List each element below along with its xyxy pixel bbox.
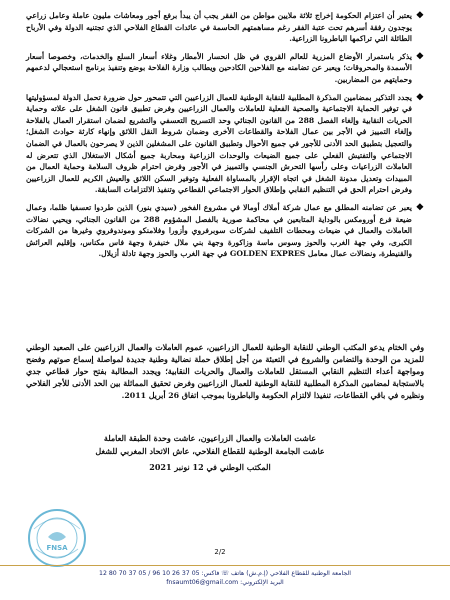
footer-email-line	[0, 578, 450, 587]
footer-contact-line: الجامعة الوطنية للقطاع الفلاحي (إ.م.ش) هاتف ☏ فاكس: 05 37 26 10 96 / 05 37 70 80 12	[99, 570, 351, 577]
stamp-seal-icon	[26, 507, 88, 569]
paragraph-text: يذكر باستمرار الأوضاع المزرية للعالم القروي في ظل انحسار الأمطار وغلاء أسعار السلع والخدمات، وخصوصا أسعار الأسمدة والمحروقات؛ ويعبر عن تضامنه مع الفلاحين الكادحين ويطالب وزارة الفلاحة بوضع وتنفيذ برنامج استعجالي لدعمهم وحمايتهم من المضاربين.	[26, 51, 412, 84]
bullet-paragraph-1	[26, 10, 424, 45]
bullet-paragraph-4	[26, 202, 424, 260]
union-stamp	[26, 507, 88, 569]
checkmark-bullet-icon: ❖	[415, 92, 424, 103]
checkmark-bullet-icon: ❖	[415, 51, 424, 62]
footer-email-label: البريد الإلكتروني:	[240, 579, 284, 586]
bullet-paragraph-3	[26, 92, 424, 196]
paragraph-text: يعتبر أن اعتزام الحكومة إخراج ثلاثة ملايين مواطن من الفقر يجب أن يبدأ برفع أجور ومعاشات مليون عاملة وعامل زراعي يوجدون رفقة أسرهم تحت عتبة الفقر رغم مساهمتهم الحاسمة في عائدات القطاع الفلاحي الذي تجتنيه الدولة وفي الأرباح الطائلة التي تراكمها الباطرونا الزراعية.	[26, 11, 412, 44]
footer-email-link[interactable]: fnsaumt06@gmail.com	[166, 579, 239, 586]
checkmark-bullet-icon: ❖	[415, 11, 424, 21]
slogan-line: عاشت العاملات والعمال الزراعيون، عاشت وحدة الطبقة العاملة	[103, 433, 317, 443]
bullet-list	[26, 10, 424, 266]
slogan-line: عاشت الجامعة الوطنية للقطاع الفلاحي، عاش الاتحاد المغربي للشغل	[95, 445, 325, 456]
letterhead-footer	[0, 565, 450, 600]
signature-block	[40, 432, 380, 474]
checkmark-bullet-icon: ❖	[415, 202, 424, 213]
page-number: 2/2	[214, 548, 226, 556]
svg-text:FNSA: FNSA	[46, 544, 68, 552]
closing-paragraph: وفي الختام يدعو المكتب الوطني للنقابة الوطنية للعمال الزراعيين، عموم العاملات والعمال الزراعيين على الصعيد الوطني للمزيد من الوحدة والتضامن والشروع في التعبئة من أجل إطلاق حملة نضالية وطنية جديدة لمواصلة إسماع صوتهم وفضح ومواجهة أعداء التنظيم النقابي المستقل للعاملات والعمال والحريات النقابية؛ ويجدد المطالبة بفتح حوار قطاعي جدي بالاستجابة لمضامين المذكرة المطلبية للنقابة الوطنية للعمال الزراعيين وفرض تحقيق المماثلة بين الحد الأدنى للأجر الفلاحي ونظيره في باقي القطاعات، تنفيذا لالتزام الحكومة والباطرونا بموجب اتفاق 26 أبريل 2011.	[26, 343, 424, 400]
paragraph-text: يجدد التذكير بمضامين المذكرة المطلبية للنقابة الوطنية للعمال الزراعيين التي تتمحور حول ضرورة تحمل الدولة لمسؤوليتها في توفير الحماية الاجتماعية والصحية الفعلية للعاملات والعمال الزراعيين وفرض تطبيق قانون الشغل على علاته وحماية الحريات النقابية وإلغاء الفصل 288 من القانون الجنائي وحد التسريح التعسفي والتشريع لضمان استقرار العمال بالفلاحة وإلغاء التمييز في الأجر بين عمال الفلاحة والقطاعات الأخرى وضمان شروط النقل اللائق وإنهاء كارثة حوادث الشغل؛ والتعجيل بتطبيق الحد الأدنى للأجور في جميع الأحوال وتطبيق القانون على المشغلين الذين لا يصرحون بالعمال في الضمان الاجتماعي والتفتيش الفعلي على جميع الضيعات والوحدات الزراعية ومحاربة جميع أشكال الاستغلال الذي تتعرض له العاملات الزراعيات وعلى رأسها التحرش الجنسي والتمييز في الأجور وفرض احترام ظروف السلامة وحماية العمال من المبيدات وتعديل مدونة الشغل في اتجاه الإقرار بالمساواة الفعلية وتوفير السكن اللائق والعيش الكريم للعمال الزراعيين وفرض احترام الحق في التنظيم النقابي وإطلاق الحوار الاجتماعي القطاعي وتنفيذ الالتزامات السابقة.	[26, 92, 412, 195]
bullet-paragraph-2	[26, 51, 424, 86]
paragraph-text: يعبر عن تضامنه المطلق مع عمال شركة أملاك أومالا في مشروع الفخور (سيدي بنور) الذين طردوا تعسفيا ظلما، وعمال ضيعة فرع أورومكس بالوداية المتابعين في محاكمة صورية بالفصل المشؤوم 288 من القانون الجنائي، ويحيي نضالات العاملات والعمال في ضيعات ومحطات التلفيف لشركات سوبرفروي وأزورا وفلامنكو وموندوفروي وغيرها من الشركات الكبرى، وفي جهة الغرب والحوز وسوس ماسة وزاكورة وجهة بني ملال خنيفرة وجهة فاس مكناس، وإقليم العرائش والقنيطرة، ونضالات عمال معامل GOLDEN EXPRES في جهة الغرب والحوز وجهة تادلة أزيلال.	[26, 202, 412, 259]
signature-date: المكتب الوطني في 12 نونبر 2021	[149, 462, 271, 472]
